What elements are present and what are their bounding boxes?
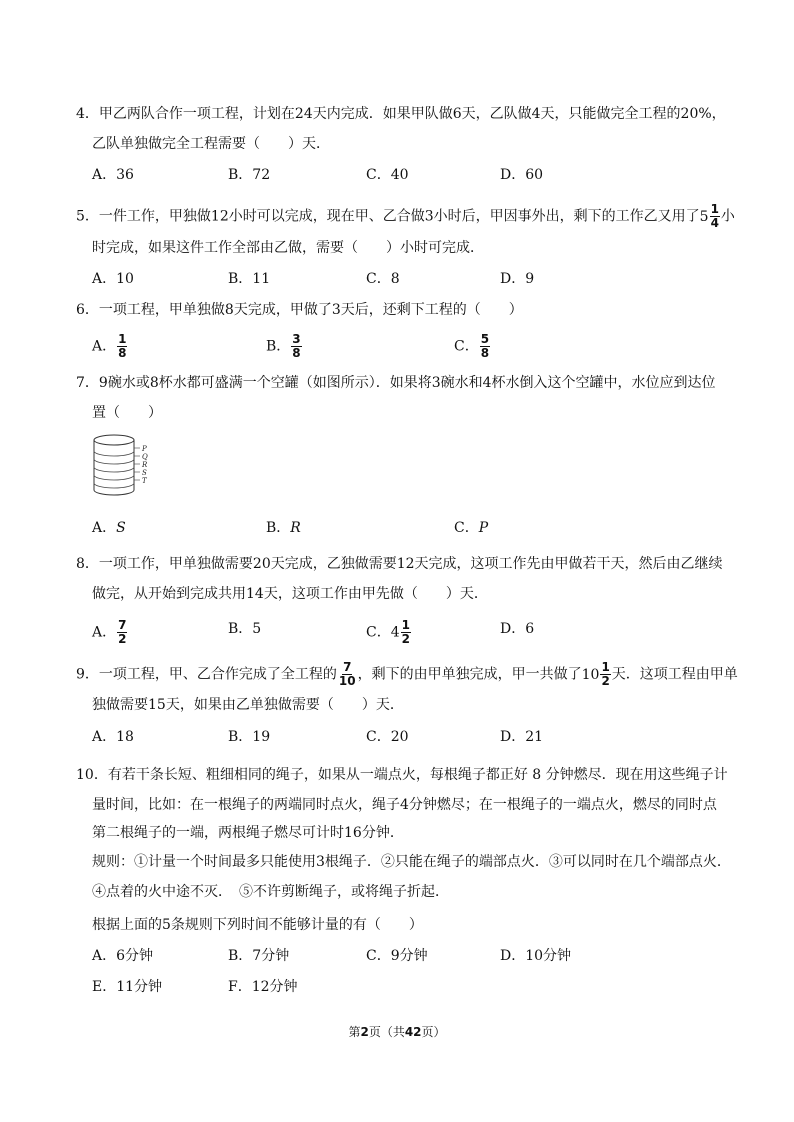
q9-mixed-fraction	[600, 661, 610, 688]
q9-fraction	[338, 661, 357, 688]
q5-option-d: D．9	[500, 271, 535, 287]
q10-line-2: 量时间，比如：在一根绳子的两端同时点火，绳子4分钟燃尽；在一根绳子的一端点火，燃尽的同时点	[92, 797, 717, 813]
q9-option-d: D．21	[500, 729, 544, 745]
q8-option-c	[366, 619, 412, 646]
q8-option-b: B．5	[228, 621, 262, 637]
q6-a-num: 1	[118, 332, 127, 346]
q10-rules-line-2: ④点着的火中途不灭． ⑤不许剪断绳子，或将绳子折起．	[92, 884, 449, 900]
q10-option-e: E．11分钟	[92, 979, 163, 995]
q9-line-2: 独做需要15天，如果由乙单独做需要（ ）天．	[92, 697, 404, 713]
q9-option-c: C．20	[366, 729, 409, 745]
q7-option-a-label: A．	[92, 520, 117, 536]
q10-option-f: F．12分钟	[228, 979, 298, 995]
q8-option-c-label: C．	[366, 624, 391, 641]
q4-option-b: B．72	[228, 167, 271, 183]
q6-option-c-fraction	[480, 333, 490, 360]
q5-mixed-number	[699, 202, 721, 230]
q7-option-c-label: C．	[454, 520, 479, 536]
q10-prompt: 根据上面的5条规则下列时间不能够计量的有（ ）	[92, 917, 423, 933]
q10-option-c: C．9分钟	[366, 948, 428, 964]
q9-frac-num: 7	[343, 660, 352, 674]
q6-option-b	[266, 333, 303, 360]
q6-option-b-fraction	[291, 333, 301, 360]
q8-option-a-label: A．	[92, 624, 117, 641]
q5-text-end: 小	[720, 208, 735, 225]
q9-frac-den: 10	[338, 674, 356, 688]
q10-option-b: B．7分钟	[228, 948, 290, 964]
q8-c-den: 2	[401, 632, 410, 646]
q5-mixed-whole: 5	[699, 208, 709, 225]
footer-suffix: 页）	[421, 1025, 446, 1039]
q10-line-3: 第二根绳子的一端，两根绳子燃尽可计时16分钟．	[92, 825, 404, 841]
q5-option-a: A．10	[92, 271, 134, 287]
q10-option-d: D．10分钟	[500, 948, 572, 964]
q10-rules-line-1: 规则：①计量一个时间最多只能使用3根绳子．②只能在绳子的端部点火．③可以同时在几个端部点火．	[92, 854, 731, 870]
q7-option-a-var: S	[116, 520, 126, 536]
q7-option-b-label: B．	[266, 520, 291, 536]
q8-line-2: 做完，从开始到完成共用14天，这项工作由甲先做（ ）天．	[92, 586, 488, 602]
q9-option-a: A．18	[92, 729, 134, 745]
q5-frac-den: 4	[710, 216, 719, 230]
water-tank-figure	[88, 432, 160, 500]
q6-option-c	[454, 333, 491, 360]
q4-line-2: 乙队单独做完全工程需要（ ）天．	[92, 136, 330, 152]
q7-option-c	[454, 518, 488, 538]
q8-option-a	[92, 619, 128, 646]
q7-line-1: 7．9碗水或8杯水都可盛满一个空罐（如图所示）．如果将3碗水和4杯水倒入这个空罐中，水位应到达位	[76, 375, 716, 391]
q5-option-b: B．11	[228, 271, 271, 287]
q6-option-a-label: A．	[92, 338, 117, 355]
q7-line-2: 置（ ）	[92, 405, 162, 421]
q8-option-c-fraction	[401, 619, 411, 646]
q7-option-b	[266, 518, 301, 538]
q6-b-den: 8	[292, 346, 301, 360]
q9-text-b: ，剩下的由甲单独完成，甲一共做了	[357, 666, 582, 683]
q4-line-1: 4．甲乙两队合作一项工程，计划在24天内完成．如果甲队做6天，乙队做4天，只能做完全工程的20%，	[76, 106, 726, 122]
q8-a-den: 2	[118, 632, 127, 646]
q5-option-c: C．8	[366, 271, 400, 287]
q8-c-whole: 4	[390, 624, 400, 641]
q6-option-a-fraction	[117, 333, 127, 360]
q6-line-1: 6．一项工程，甲单独做8天完成，甲做了3天后，还剩下工程的（ ）	[76, 302, 523, 318]
q7-option-a	[92, 518, 126, 538]
q5-text: 5．一件工作，甲独做12小时可以完成，现在甲、乙合做3小时后，甲因事外出，剩下的工作乙又用了	[76, 208, 700, 225]
q4-option-a: A．36	[92, 167, 134, 183]
q5-frac-num: 1	[710, 202, 719, 216]
q9-line-1	[76, 661, 738, 688]
q8-a-num: 7	[118, 618, 127, 632]
q7-option-b-var: R	[290, 520, 301, 536]
q6-b-num: 3	[292, 332, 301, 346]
footer-prefix: 第	[348, 1025, 361, 1039]
q9-text-c: 天．这项工程由甲单	[611, 666, 738, 683]
level-label-s: S	[142, 469, 147, 477]
q6-c-den: 8	[480, 346, 490, 360]
footer-page-number: 2	[360, 1025, 369, 1039]
q7-option-c-var: P	[478, 520, 489, 536]
q8-option-a-fraction	[117, 619, 127, 646]
q8-option-d: D．6	[500, 621, 535, 637]
q6-c-num: 5	[480, 332, 490, 346]
page-footer	[0, 1024, 794, 1040]
level-label-t: T	[142, 477, 147, 485]
q8-c-num: 1	[401, 618, 410, 632]
footer-total-pages: 42	[404, 1025, 422, 1039]
q6-a-den: 8	[118, 346, 127, 360]
q6-option-c-label: C．	[454, 338, 479, 355]
q9-mixed-den: 2	[601, 674, 610, 688]
level-label-q: Q	[142, 453, 148, 461]
q10-option-a: A．6分钟	[92, 948, 154, 964]
q9-mixed-number	[581, 660, 612, 688]
level-label-p: P	[142, 445, 147, 453]
q4-option-d: D．60	[500, 167, 544, 183]
q6-option-b-label: B．	[266, 338, 291, 355]
q5-line-1	[76, 203, 735, 230]
q10-line-1: 10．有若干条长短、粗细相同的绳子，如果从一端点火，每根绳子都正好 8 分钟燃尽．现在用这些绳子计	[76, 767, 728, 783]
level-label-r: R	[142, 461, 148, 469]
q6-option-a	[92, 333, 128, 360]
q9-option-b: B．19	[228, 729, 271, 745]
q9-mixed-whole: 10	[581, 666, 600, 683]
q5-line-2: 时完成，如果这件工作全部由乙做，需要（ ）小时可完成．	[92, 240, 484, 256]
q8-line-1: 8．一项工作，甲单独做需要20天完成，乙独做需要12天完成，这项工作先由甲做若干天，然后由乙继续	[76, 556, 723, 572]
q5-fraction	[710, 203, 720, 230]
q9-mixed-num: 1	[601, 660, 610, 674]
q9-text-a: 9．一项工程，甲、乙合作完成了全工程的	[76, 666, 337, 683]
q4-option-c: C．40	[366, 167, 409, 183]
footer-middle: 页（共	[368, 1025, 405, 1039]
